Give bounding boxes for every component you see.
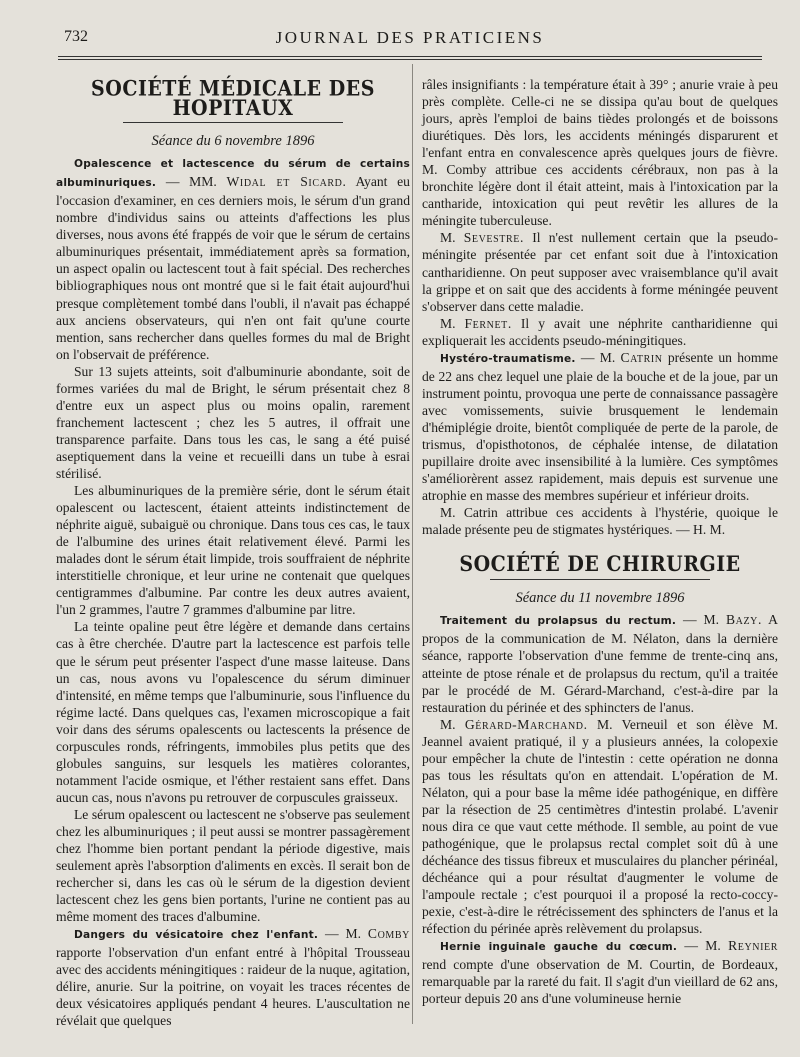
article-text: Il n'est nullement certain que la pseudo-méningite présentée par cet enfant soit due à l'intoxication cantharidienne. On peut supposer avec vraisemblance qu'il avait la grippe et on sait que des accidents à forme méningée peuvent s'observer dans cette maladie. <box>422 230 778 314</box>
paragraph: La teinte opaline peut être légère et demande dans certains cas à être cherchée. D'autre part la lactescence est parfois telle que le sérum peut présenter l'aspect d'une masse laiteuse. Dans un cas, nous avons vu l'opalescence du sérum diminuer d'intensité, en même temps que l'albuminurie, sous l'influence du régime lacté. Dans quelques cas, l'examen microscopique a fait voir dans des sérums opalescents ou lactescents la présence de corpuscules ronds, réfringents, immobiles plus petits que des globules sanguins, sur lesquels les matières colorantes, notamment l'acide osmique, et l'éther restaient sans effet. Dans aucun cas, nous n'avons pu retrouver de corpuscules graisseux. <box>56 619 410 805</box>
prefix: M. <box>440 716 465 732</box>
paragraph: râles insignifiants : la température était à 39° ; anurie vraie à peu près complète. Celle-ci ne se dissipa qu'au bout de quelques jours, après l'emploi de bains tièdes prolongés et de boissons diurétiques. Dès lors, les accidents méningés disparurent et l'enfant entra en convalescence après quelques jours de fièvre. M. Comby attribue ces accidents cérébraux, non pas à la bronchite légère dont il était atteint, mais à l'intoxication par la cantharide, intoxication qui peut revêtir les allures de la méningite tuberculeuse. <box>422 77 778 229</box>
author-names: Widal et Sicard. <box>226 174 347 190</box>
dash: — M. <box>575 349 621 365</box>
journal-title: JOURNAL DES PRATICIENS <box>275 28 545 47</box>
seance-date: Séance du 11 novembre 1896 <box>515 590 685 607</box>
title-rule <box>490 579 710 580</box>
article-text: rend compte d'une observation de M. Courtin, de Bordeaux, remarquable par la rareté du fait. Il s'agit d'un vieillard de 62 ans, porteur depuis 20 ans d'une volumineuse hernie <box>422 957 778 1007</box>
society-title: SOCIÉTÉ DE CHIRURGIE <box>459 551 741 577</box>
paragraph: M. Catrin attribue ces accidents à l'hystérie, quoique le malade présente peu de stigmates hystériques. — H. M. <box>422 505 778 538</box>
article-text: Ayant eu l'occasion d'examiner, en ces derniers mois, le sérum d'un grand nombre d'individus sains ou atteints d'affections les plus diverses, nous avons été frappés de voir que le sérum de certains albuminuriques présentait, immédiatement après sa formation, un aspect opalin ou lactescent tout à fait spécial. Des recherches bibliographiques nous ont montré que si le fait était aujourd'hui presque complètement tombé dans l'oubli, il n'avait pas échappé aux anciens observateurs, qui n'en ont fait qu'une courte mention, sans rechercher dans quelles formes du mal de Bright on l'observait de préférence. <box>56 174 410 362</box>
author-name: Bazy. <box>725 612 762 628</box>
dash: — M. <box>677 938 729 954</box>
title-rule <box>123 122 343 123</box>
article-text: A propos de la communication de M. Nélaton, dans la dernière séance, rapporte l'observation d'une femme de trente-cinq ans, atteinte de ptose rénale et de prolapsus du rectum, qu'il a traitée par le procédé de M. Gérard-Marchand, c'est-à-dire par la restauration du périnée et des sphincters de l'anus. <box>422 612 778 715</box>
article-heading: Opalescence et lactescence du sérum de certains albuminuriques. <box>56 158 410 190</box>
article-text: rapporte l'observation d'un enfant entré à l'hôpital Trousseau avec des accidents méningitiques : raideur de la nuque, agitation, délire, anurie. Sur la poitrine, on voyait les traces récentes de deux vésicatoires appliqués pendant 4 heures. L'auscultation ne révélait que quelques <box>56 945 410 1029</box>
prefix: M. <box>440 230 464 246</box>
prefix: M. <box>440 315 465 331</box>
author-name: Comby <box>367 926 410 942</box>
paragraph <box>422 716 778 938</box>
author-name: Catrin <box>620 349 663 365</box>
seance-date: Séance du 6 novembre 1896 <box>151 133 315 150</box>
left-column <box>56 75 410 1030</box>
right-column <box>422 76 778 1007</box>
article-prolapsus <box>422 611 778 715</box>
article-text: présente un homme de 22 ans chez lequel une plaie de la bouche et de la joue, par un instrument pointu, provoqua une perte de connaissance passagère avec vomissements, suivie brusquement le lendemain d'hémiplégie droite, bientôt compliquée de perte de la parole, de trismus, d'opisthotonos, de céphalée intense, de dilatation pupillaire droite avec insensibilité à la lumière. Ces symptômes s'améliorèrent assez rapidement, mais depuis est survenue une atrophie en masse des membres supérieur et inférieur droits. <box>422 349 779 504</box>
author-name: Gérard-Marchand. <box>464 716 588 732</box>
paragraph <box>422 315 778 349</box>
paragraph: Le sérum opalescent ou lactescent ne s'observe pas seulement chez les albuminuriques ; il peut aussi se montrer passagèrement chez l'homme bien portant pendant la période digestive, mais seulement après l'absorption d'aliments en excès. Il serait bon de rechercher si, dans les cas où le sérum de la digestion devient lactescent chez les gens bien portants, l'urine ne contient pas au même moment des traces d'albumine. <box>56 806 410 925</box>
article-text: M. Verneuil et son élève M. Jeannel avaient pratiqué, il y a plusieurs années, la colopexie pour empêcher la chute de l'intestin : cette opération ne donna pas tous les résultats qu'on en attendait. L'opération de M. Nélaton, qui a pour base la même idée pathogénique, en diffère par la résection de 25 centimètres d'intestin prolabé. L'avenir nous dira ce que vaut cette méthode. Il semble, au point de vue pathogénique, que le prolapsus rectal complet soit dû à une déchéance des tissus fibreux et musculaires du plancher périnéal, déchéance qui a pour résultat d'augmenter le volume de l'ampoule rectale ; c'est pourquoi il a proposé la recto-coccy-pexie, c'est-à-dire le rétrécissement des sphincters de l'anus et la réfection du périnée après relèvement du prolapsus. <box>422 716 778 937</box>
dash: — M. <box>318 926 368 942</box>
article-hernie <box>422 937 778 1007</box>
author-name: Fernet. <box>464 315 512 331</box>
paragraph: Sur 13 sujets atteints, soit d'albuminurie abondante, soit de formes variées du mal de Bright, le sérum présentait chez 8 d'entre eux un aspect plus ou moins opalin, rarement franchement lactescent ; chez les 5 autres, il offrait une transparence parfaite. Dans tous les cas, le sang a été puisé aseptiquement dans la veine et recueilli dans un tube à esrai stérilisé. <box>56 363 410 481</box>
author-name: Reynier <box>728 938 778 954</box>
article-heading: Hernie inguinale gauche du cœcum. <box>440 941 678 954</box>
article-opalescence <box>56 154 410 363</box>
article-heading: Hystéro-traumatisme. <box>440 352 576 365</box>
article-heading: Traitement du prolapsus du rectum. <box>440 615 677 628</box>
dash: — MM. <box>156 174 227 190</box>
article-vesicatoire <box>56 925 410 1029</box>
society-title: SOCIÉTÉ MÉDICALE DES HOPITAUX <box>91 75 375 121</box>
dash: — M. <box>676 612 726 628</box>
author-name: Sevestre. <box>463 230 524 246</box>
article-heading: Dangers du vésicatoire chez l'enfant. <box>74 929 319 942</box>
page-number: 732 <box>64 28 88 45</box>
article-text: Il y avait une néphrite cantharidienne qui expliquerait les accidents pseudo-méningitiques. <box>422 315 778 348</box>
running-header <box>58 26 762 50</box>
paragraph: Les albuminuriques de la première série, dont le sérum était opalescent ou lactescent, étaient atteints indistinctement de néphrite aiguë, subaiguë ou chronique. Dans tous ces cas, le taux de l'albumine des urines était relativement élevé. Parmi les malades dont le sérum était limpide, trois souffraient de néphrite interstitielle chronique, et leur urine ne contenait que quelques centigrammes d'albumine. Par contre les deux autres avaient, l'un 2 grammes, l'autre 7 grammes d'albumine par litre. <box>56 483 410 618</box>
header-rule <box>58 56 762 60</box>
column-divider <box>412 64 413 1024</box>
article-hystero <box>422 349 778 504</box>
paragraph <box>422 229 778 314</box>
